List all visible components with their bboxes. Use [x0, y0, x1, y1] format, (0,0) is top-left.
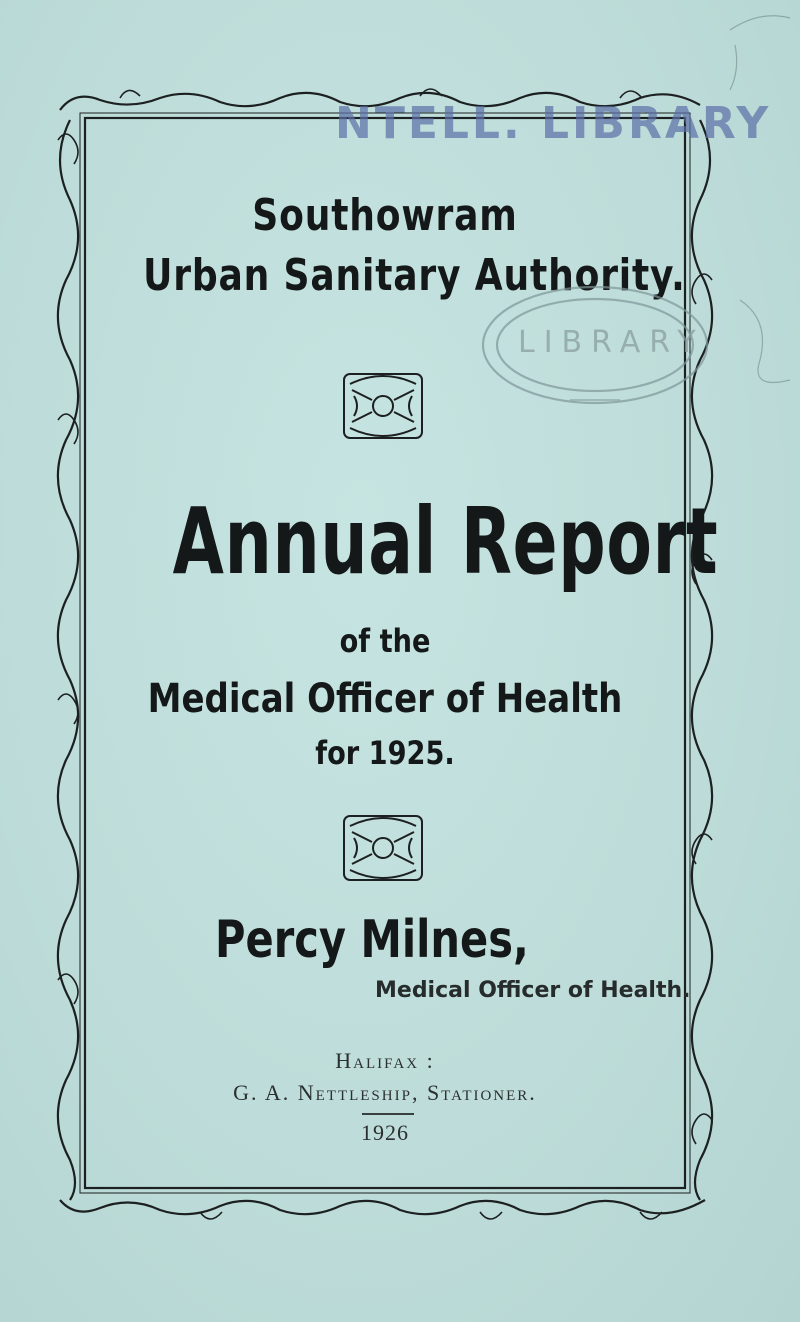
of-the-text: of the	[339, 622, 431, 660]
authority-name-block	[90, 190, 680, 241]
report-year: for 1925.	[315, 734, 455, 772]
imprint-year: 1926	[361, 1120, 409, 1145]
author-role: Medical Officer of Health.	[375, 978, 691, 1003]
imprint-printer: G. A. Nettleship, Stationer.	[233, 1080, 537, 1105]
library-stamp	[470, 285, 715, 435]
officer-title-block	[90, 676, 680, 722]
imprint-place: Halifax :	[335, 1048, 435, 1073]
author-name: Percy Milnes,	[215, 910, 529, 970]
report-title-block	[90, 488, 719, 595]
authority-line-2: Urban Sanitary Authority.	[143, 250, 686, 301]
of-the-block	[90, 622, 680, 660]
year-block	[90, 734, 680, 772]
officer-title: Medical Officer of Health	[147, 676, 623, 722]
authority-line-1: Southowram	[252, 190, 518, 241]
top-library-stamp: NTELL. LIBRARY	[335, 98, 772, 149]
library-stamp-text: LIBRARY	[518, 325, 705, 360]
imprint-divider	[362, 1113, 414, 1115]
celtic-knot-ornament-icon	[340, 812, 426, 884]
celtic-knot-ornament-icon	[340, 370, 426, 442]
report-title: Annual Report	[172, 488, 719, 595]
